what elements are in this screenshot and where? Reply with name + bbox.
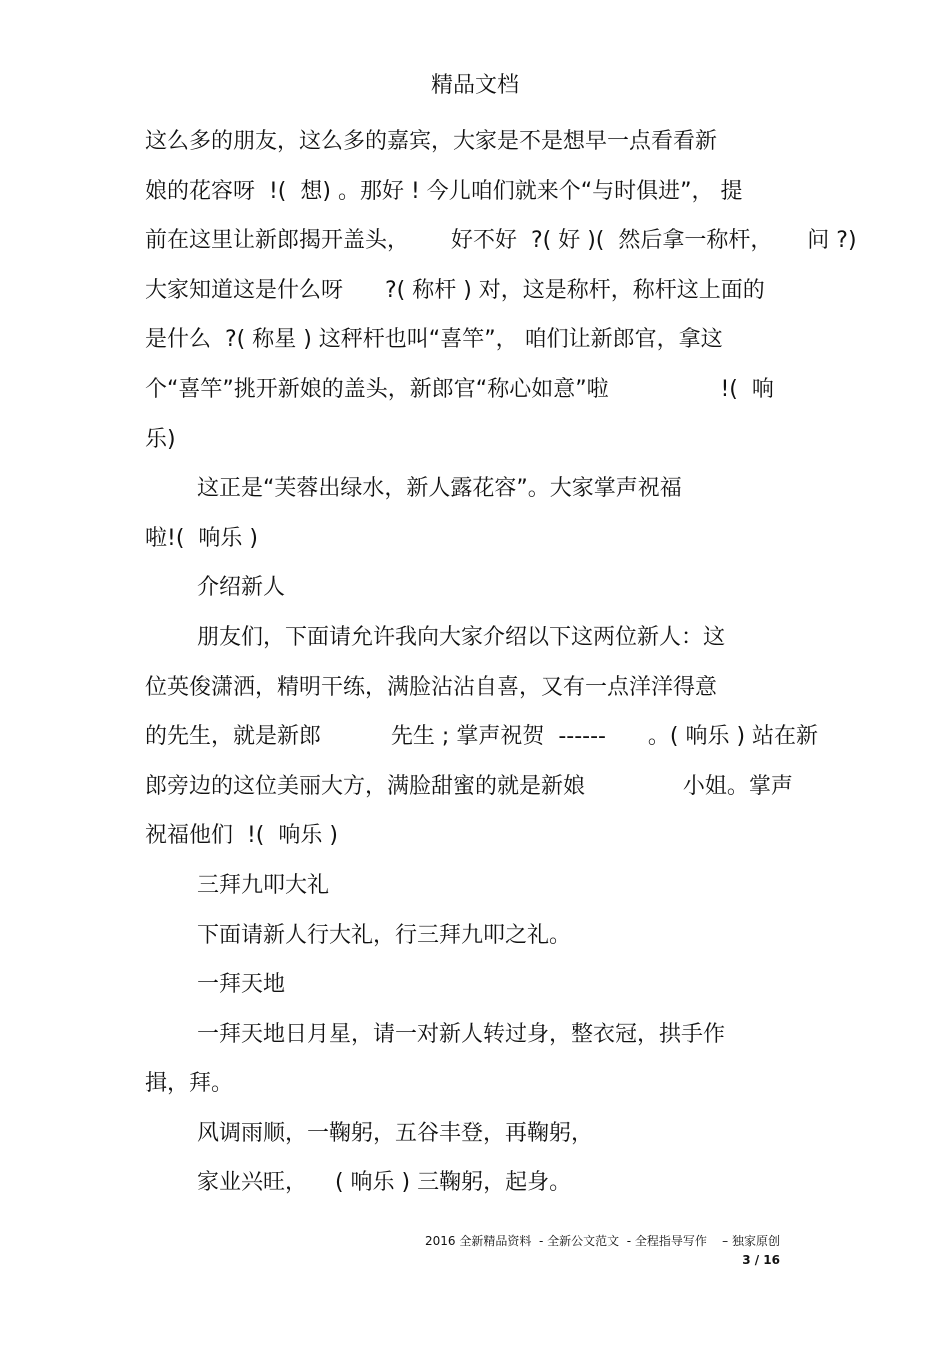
text-line: 祝福他们 !( 响乐 ) bbox=[145, 823, 338, 849]
text-line: 这正是“芙蓉出绿水，新人露花容”。大家掌声祝福 bbox=[197, 476, 682, 502]
text-line: 郎旁边的这位美丽大方，满脸甜蜜的就是新娘 小姐。掌声 bbox=[145, 773, 793, 799]
text-line: 介绍新人 bbox=[197, 575, 286, 601]
text-line: 大家知道这是什么呀 ?( 称杆 ) 对，这是称杆，称杆这上面的 bbox=[145, 277, 765, 303]
page-header: 精品文档 bbox=[430, 73, 519, 98]
text-line: 风调雨顺，一鞠躬，五谷丰登，再鞠躬， bbox=[197, 1120, 594, 1146]
text-line: 朋友们，下面请允许我向大家介绍以下这两位新人：这 bbox=[197, 624, 726, 650]
text-line: 三拜九叩大礼 bbox=[197, 872, 330, 898]
text-line: 个“喜竿”挑开新娘的盖头，新郎官“称心如意”啦 !( 响 bbox=[145, 376, 774, 402]
text-line: 前在这里让新郎揭开盖头， 好不好 ?( 好 )( 然后拿一称杆， 问 ?) bbox=[145, 228, 857, 254]
text-line: 下面请新人行大礼，行三拜九叩之礼。 bbox=[197, 922, 572, 948]
text-line: 娘的花容呀 !( 想) 。那好 ! 今儿咱们就来个“与时俱进”， 提 bbox=[145, 178, 743, 204]
page-footer: 2016 全新精品资料 - 全新公文范文 - 全程指导写作 – 独家原创 bbox=[425, 1234, 780, 1248]
text-line: 揖，拜。 bbox=[145, 1071, 234, 1097]
text-line: 一拜天地日月星，请一对新人转过身，整衣冠，拱手作 bbox=[197, 1021, 726, 1047]
document-body bbox=[145, 124, 857, 1215]
text-line: 家业兴旺， ( 响乐 ) 三鞠躬，起身。 bbox=[197, 1170, 572, 1196]
page-number: 3 / 16 bbox=[742, 1253, 780, 1267]
text-line: 的先生，就是新郎 先生 ; 掌声祝贺 ------ 。( 响乐 ) 站在新 bbox=[145, 724, 819, 750]
text-line: 啦!( 响乐 ) bbox=[145, 525, 258, 551]
text-line: 位英俊潇洒，精明干练，满脸沾沾自喜，又有一点洋洋得意 bbox=[145, 674, 718, 700]
text-line: 一拜天地 bbox=[197, 972, 286, 998]
text-line: 这么多的朋友，这么多的嘉宾，大家是不是想早一点看看新 bbox=[145, 129, 718, 154]
text-line: 乐) bbox=[145, 426, 176, 452]
text-line: 是什么 ?( 称星 ) 这秤杆也叫“喜竿”， 咱们让新郎官，拿这 bbox=[145, 327, 723, 353]
